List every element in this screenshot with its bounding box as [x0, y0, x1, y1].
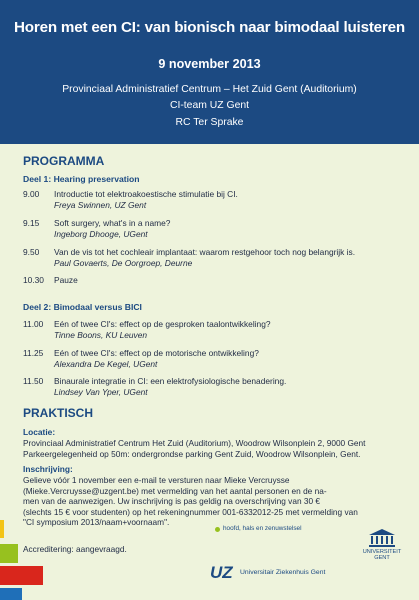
deel1-heading: Deel 1: Hearing preservation [23, 174, 140, 184]
locatie-label: Locatie: [23, 427, 56, 437]
accreditering-text: Accreditering: aangevraagd. [23, 544, 127, 554]
inschrijving-label: Inschrijving: [23, 464, 73, 474]
deel2-heading: Deel 2: Bimodaal versus BICI [23, 302, 142, 312]
program-time: 9.50 [23, 247, 40, 257]
decor-yellow-bar [0, 520, 4, 538]
program-topic: Van de vis tot het cochleair implantaat: waarom restgehoor toch nog belangrijk is. [54, 247, 356, 257]
ugent-name-line: GENT [374, 555, 390, 562]
decor-blue-bar [0, 588, 22, 600]
event-title: Horen met een CI: van bionisch naar bimodaal luisteren [14, 19, 405, 36]
inschrijving-line: Gelieve vóór 1 november een e-mail te versturen naar Mieke Vercruysse [23, 475, 290, 485]
uz-logo: UZ [210, 563, 233, 582]
program-topic: Pauze [54, 275, 78, 285]
program-speaker: Paul Govaerts, De Oorgroep, Deurne [54, 258, 193, 268]
program-speaker: Lindsey Van Yper, UGent [54, 387, 148, 397]
programma-heading: PROGRAMMA [23, 154, 105, 168]
inschrijving-text [23, 475, 404, 528]
program-topic: Binaurale integratie in CI: een elektrofysiologische benadering. [54, 376, 287, 386]
locatie-text [23, 438, 404, 459]
program-speaker: Freya Swinnen, UZ Gent [54, 200, 147, 210]
program-topic: Soft surgery, what's in a name? [54, 218, 171, 228]
location-line: Provinciaal Administratief Centrum – Het Zuid Gent (Auditorium) [62, 84, 357, 95]
program-speaker: Ingeborg Dhooge, UGent [54, 229, 148, 239]
program-time: 11.25 [23, 348, 44, 358]
inschrijving-line: (Mieke.Vercruysse@uzgent.be) met vermelding van het aantal personen en de na- [23, 485, 327, 496]
program-speaker: Alexandra De Kegel, UGent [54, 359, 158, 369]
locatie-line: Parkeergelegenheid op 50m: ondergrondse parking Gent Zuid, Woodrow Wilsonplein, Gent. [23, 448, 361, 459]
header-banner [0, 0, 419, 144]
program-time: 11.00 [23, 319, 44, 329]
inschrijving-line: men van de aanwezigen. Uw inschrijving is pas geldig na overschrijving van 30 € [23, 496, 321, 507]
inschrijving-line: (slechts 15 € voor studenten) op het rekeningnummer 001-6332012-25 met vermelding van [23, 506, 358, 517]
program-time: 10.30 [23, 275, 44, 285]
location-line: CI-team UZ Gent [169, 100, 250, 111]
uz-name: Universitair Ziekenhuis Gent [240, 569, 326, 576]
ugent-name [358, 549, 406, 561]
program-topic: Eén of twee CI's: effect op de motorische ontwikkeling? [54, 348, 259, 358]
inschrijving-line: "CI symposium 2013/naam+voornaam". [23, 517, 170, 528]
location-line: RC Ter Sprake [175, 117, 244, 128]
uz-dot-icon [215, 527, 220, 532]
ugent-building-icon [369, 529, 395, 547]
locatie-line: Provinciaal Administratief Centrum Het Zuid (Auditorium), Woodrow Wilsonplein 2, 9000 Gent [23, 438, 366, 448]
program-topic: Eén of twee CI's: effect op de gesproken taalontwikkeling? [54, 319, 271, 329]
praktisch-heading: PRAKTISCH [23, 406, 94, 420]
program-speaker: Tinne Boons, KU Leuven [54, 330, 148, 340]
program-time: 9.00 [23, 189, 40, 199]
content-area [0, 144, 419, 600]
decor-green-bar [0, 544, 18, 563]
program-topic: Introductie tot elektroakoestische stimulatie bij CI. [54, 189, 238, 199]
decor-red-bar [0, 566, 43, 585]
program-time: 9.15 [23, 218, 40, 228]
uz-tagline: hoofd, hals en zenuwstelsel [223, 525, 302, 532]
program-time: 11.50 [23, 376, 44, 386]
ugent-name-line: UNIVERSITEIT [362, 549, 402, 555]
event-date: 9 november 2013 [158, 57, 261, 71]
